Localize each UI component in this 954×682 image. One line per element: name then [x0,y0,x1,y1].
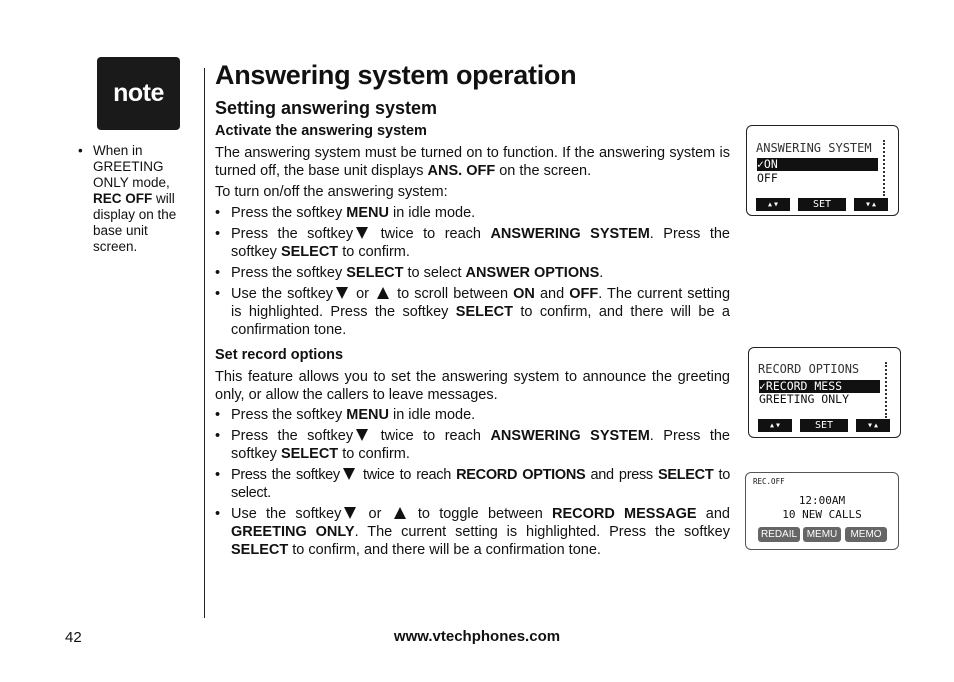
list-item: • Press the softkey MENU in idle mode. [215,205,476,221]
side-note-text-bold: REC OFF [93,191,153,206]
screen-title: ANSWERING SYSTEM [756,141,872,155]
step-text: Press the softkey [231,265,347,281]
down-arrow-icon [343,468,355,480]
list-item: • Press the softkey SELECT to select ANSWER OPTIONS. [215,265,604,281]
base-memu-button[interactable]: MEMU [803,527,841,542]
down-arrow-icon [344,507,356,519]
step-text: and press [585,467,658,483]
softkey-set: SET [800,419,848,432]
step-text: or [351,286,375,302]
step-text: to select. [231,467,731,501]
step-text: Press the softkey [231,226,354,242]
scrollbar-icon [885,362,891,418]
down-arrow-icon [356,227,368,239]
screen-option-on: ✓ON [757,158,878,171]
step-text: to confirm. [338,244,410,260]
step-bold: RECORD MESSAGE [551,506,697,522]
step-bold: SELECT [658,467,714,483]
softkey-set: SET [798,198,846,211]
side-note-text-post: will display on the base unit screen. [93,191,177,254]
step-text: to confirm, and there will be a confirmation tone. [231,304,730,338]
side-note [78,143,190,255]
subsection-activate-heading: Activate the answering system [215,123,427,139]
step-text: Press the softkey [231,428,354,444]
step-text: Use the softkey [231,506,342,522]
step-bold: ANSWER OPTIONS [465,265,600,281]
record-paragraph: This feature allows you to set the answering system to announce the greeting only, or allow the callers to leave messages. [215,369,730,403]
activate-para-bold: ANS. OFF [427,163,496,179]
step-text: . Press the softkey [231,428,730,462]
step-text: to select [403,265,466,281]
page-number: 42 [65,629,82,646]
step-text: twice to reach [371,428,491,444]
step-bold: SELECT [346,265,404,281]
scrollbar-icon [883,140,889,196]
step-text: Use the softkey [231,286,334,302]
step-text: in idle mode. [388,205,476,221]
up-arrow-icon [377,287,389,299]
softkey-left-icon: ▴▾ [756,198,790,211]
handset-screen-record-options [748,347,901,438]
step-text: or [359,506,391,522]
softkey-left-icon: ▴▾ [758,419,792,432]
base-status: REC.OFF [753,477,785,486]
base-redail-button[interactable]: REDAIL [758,527,800,542]
list-item: • Press the softkey MENU in idle mode. [215,407,476,423]
step-text: to confirm. [338,446,410,462]
step-bold: SELECT [455,304,513,320]
step-bold: RECORD OPTIONS [456,467,586,483]
side-note-text-pre: When in GREETING ONLY mode, [93,143,170,190]
activate-intro: To turn on/off the answering system: [215,184,448,200]
activate-steps [215,204,730,342]
list-item: • Press the softkey twice to reach RECORD OPTIONS and press SELECT to select. [215,467,731,501]
section-title: Setting answering system [215,98,438,118]
softkey-right-icon: ▾▴ [854,198,888,211]
list-item: • Press the softkey twice to reach ANSWERING SYSTEM. Press the softkey SELECT to confirm. [215,428,730,462]
step-text: to toggle between [408,506,552,522]
screen-option-record: ✓RECORD MESS [759,380,880,393]
step-text: . The current setting is highlighted. Press the softkey [231,286,731,320]
step-bold: GREETING ONLY [231,524,355,540]
step-text: . Press the softkey [231,226,730,260]
step-text: twice to reach [371,226,491,242]
base-calls: 10 NEW CALLS [782,508,862,521]
base-unit-screen [745,472,899,550]
step-text: . The current setting is highlighted. Press the softkey [354,524,730,540]
step-text: and [696,506,730,522]
step-text: Press the softkey [231,467,340,483]
divider-line [204,68,205,618]
list-item: • Use the softkey or to scroll between ON and OFF. The current setting is highlighted. Press the softkey SELECT to confirm, and there will be a confirmation tone. [215,286,731,338]
base-memo-button[interactable]: MEMO [845,527,887,542]
screen-option-greeting: GREETING ONLY [759,392,850,406]
page-title: Answering system operation [215,60,577,90]
activate-paragraph [215,144,730,180]
list-item: • Use the softkey or to toggle between RECORD MESSAGE and GREETING ONLY. The current setting is highlighted. Press the softkey SELECT to confirm, and there will be a confirmation tone. [215,506,730,558]
step-text: to confirm, and there will be a confirmation tone. [288,542,601,558]
step-text: . [599,265,604,281]
base-time: 12:00AM [798,494,846,507]
record-steps [215,406,730,562]
subsection-record-heading: Set record options [215,347,344,363]
up-arrow-icon [394,507,406,519]
down-arrow-icon [336,287,348,299]
step-text: Press the softkey [231,205,347,221]
step-bold: ANSWERING SYSTEM [490,226,650,242]
list-item: • Press the softkey twice to reach ANSWERING SYSTEM. Press the softkey SELECT to confirm. [215,226,730,260]
screen-title: RECORD OPTIONS [758,362,860,376]
note-badge [97,57,180,130]
step-bold: OFF [569,286,599,302]
footer-url: www.vtechphones.com [393,628,561,645]
down-arrow-icon [356,429,368,441]
step-text: and [534,286,570,302]
step-text: to scroll between [392,286,514,302]
step-bold: MENU [346,407,389,423]
step-text: Press the softkey [231,407,347,423]
step-text: twice to reach [357,467,457,483]
step-bold: SELECT [280,446,339,462]
step-bold: SELECT [231,542,289,558]
side-note-bullet: • [78,143,83,158]
step-bold: SELECT [280,244,339,260]
activate-para-pre: The answering system must be turned on to function. If the answering system is turned off, the base unit displays [215,145,730,179]
step-bold: MENU [346,205,389,221]
screen-option-off: OFF [757,171,778,185]
softkey-right-icon: ▾▴ [856,419,890,432]
step-bold: ANSWERING SYSTEM [490,428,650,444]
handset-screen-answering-system [746,125,899,216]
activate-para-post: on the screen. [495,163,592,179]
note-label: note [113,79,164,107]
step-text: in idle mode. [388,407,476,423]
step-bold: ON [513,286,535,302]
